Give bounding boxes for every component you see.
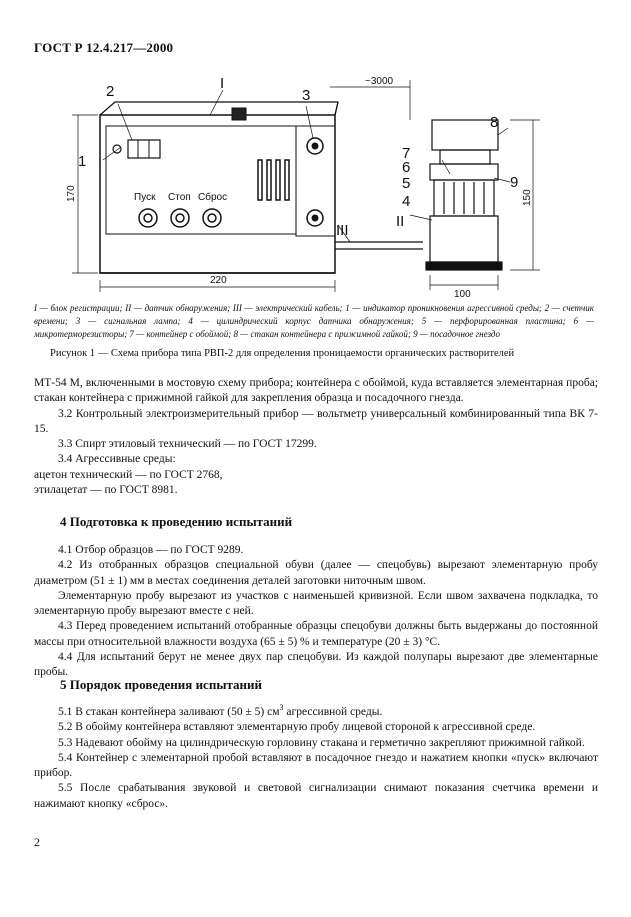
paragraph: 5.3 Надевают обойму на цилиндрическую горловину стакана и герметично закрепляют прижимной гайкой. — [58, 736, 585, 749]
section4-block — [34, 543, 598, 681]
label-5: 5 — [402, 175, 411, 192]
button-label-start: Пуск — [134, 192, 156, 203]
paragraph: 3.3 Спирт этиловый технический — по ГОСТ 17299. — [58, 438, 317, 451]
page-number: 2 — [34, 835, 40, 849]
section3-block — [34, 376, 598, 498]
paragraph: 4.2 Из отобранных образцов специальной обуви (далее — спецобувь) вырезают элементарную пробу диаметром (51 ± 1) мм в местах соединения деталей заготовки ниточным швом. — [34, 559, 598, 587]
label-7: 7 — [402, 145, 411, 162]
timer-counter — [128, 140, 160, 158]
paragraph: 5.2 В обойму контейнера вставляют элементарную пробу лицевой стороной к агрессивной среде. — [58, 721, 536, 734]
figure-caption: Рисунок 1 — Схема прибора типа РВП-2 для определения проницаемости органических растворителей — [50, 348, 515, 359]
paragraph: 3.2 Контрольный электроизмерительный прибор — вольтметр универсальный комбинированный типа ВК 7-15. — [34, 407, 598, 435]
section5-title: 5 Порядок проведения испытаний — [60, 677, 262, 692]
section4-title: 4 Подготовка к проведению испытаний — [60, 514, 293, 529]
label-6: 6 — [402, 159, 411, 176]
dim-3000: ~3000 — [365, 76, 394, 87]
legend-text: I — блок регистрации; II — датчик обнаружения; III — электрический кабель; 1 — индикатор проникновения агрессивной среды; 2 — счетчик времени; 3 — сигнальная лампа; 4 — цилиндрический корпус датчика обнаружения; 5 — перфорированная пластина; 6 — микротерморезисторы; 7 — контейнер с обоймой; 8 — стакан контейнера с прижимной гайкой; 9 — посадочное гнездо — [34, 303, 594, 339]
dim-220: 220 — [210, 275, 227, 286]
label-8: 8 — [490, 114, 499, 131]
label-I: I — [220, 75, 225, 92]
label-1: 1 — [78, 153, 87, 170]
paragraph: 4.1 Отбор образцов — по ГОСТ 9289. — [58, 544, 244, 556]
label-II: II — [396, 213, 405, 230]
label-4: 4 — [402, 193, 411, 210]
button-label-reset: Сброс — [198, 192, 228, 203]
paragraph: 4.3 Перед проведением испытаний отобранные образцы спецобуви должны быть выдержаны до постоянной массы при относительной влажности воздуха (65 ± 5) % и температуре (20 ± 3) °С. — [34, 620, 598, 648]
paragraph: 3.4 Агрессивные среды: — [58, 453, 176, 466]
vent-slots — [258, 160, 289, 200]
paragraph: МТ-54 М, включенными в мостовую схему прибора; контейнера с обоймой, куда вставляется элементарная проба; стакан контейнера с прижимной гайкой для закрепления образца и посадочного гнезда. — [34, 377, 598, 405]
button-label-stop: Стоп — [168, 192, 191, 203]
paragraph: этилацетат — по ГОСТ 8981. — [34, 484, 178, 497]
paragraph: 5.5 После срабатывания звуковой и световой сигнализации снимают показания счетчика времени и нажимают кнопку «сброс». — [34, 782, 598, 810]
paragraph: 4.4 Для испытаний берут не менее двух пар спецобуви. Из каждой полупары вырезают две элементарные пробы. — [34, 651, 598, 679]
dim-100: 100 — [454, 289, 471, 300]
section5-block — [34, 705, 598, 812]
device-schematic — [66, 70, 590, 300]
label-III: III — [336, 222, 349, 239]
document-header: ГОСТ Р 12.4.217—2000 — [34, 40, 174, 55]
control-buttons — [139, 209, 221, 227]
dim-170: 170 — [66, 185, 77, 202]
paragraph: Элементарную пробу вырезают из участков с наименьшей кривизной. Если швом захвачена подкладка, то элементарную пробу вырезают вместе с ней. — [34, 589, 598, 618]
paragraph: 5.1 В стакан контейнера заливают (50 ± 5) $см^3$ агрессивной среды. — [58, 703, 383, 718]
label-9: 9 — [510, 174, 519, 191]
paragraph: ацетон технический — по ГОСТ 2768, — [34, 468, 223, 481]
detection-sensor — [426, 120, 502, 270]
figure-legend — [34, 302, 594, 341]
label-3: 3 — [302, 87, 311, 104]
dim-150: 150 — [522, 189, 533, 206]
paragraph: 5.4 Контейнер с элементарной пробой вставляют в посадочное гнездо и нажатием кнопки «пуск» включают прибор. — [34, 751, 598, 780]
label-2: 2 — [106, 83, 115, 100]
